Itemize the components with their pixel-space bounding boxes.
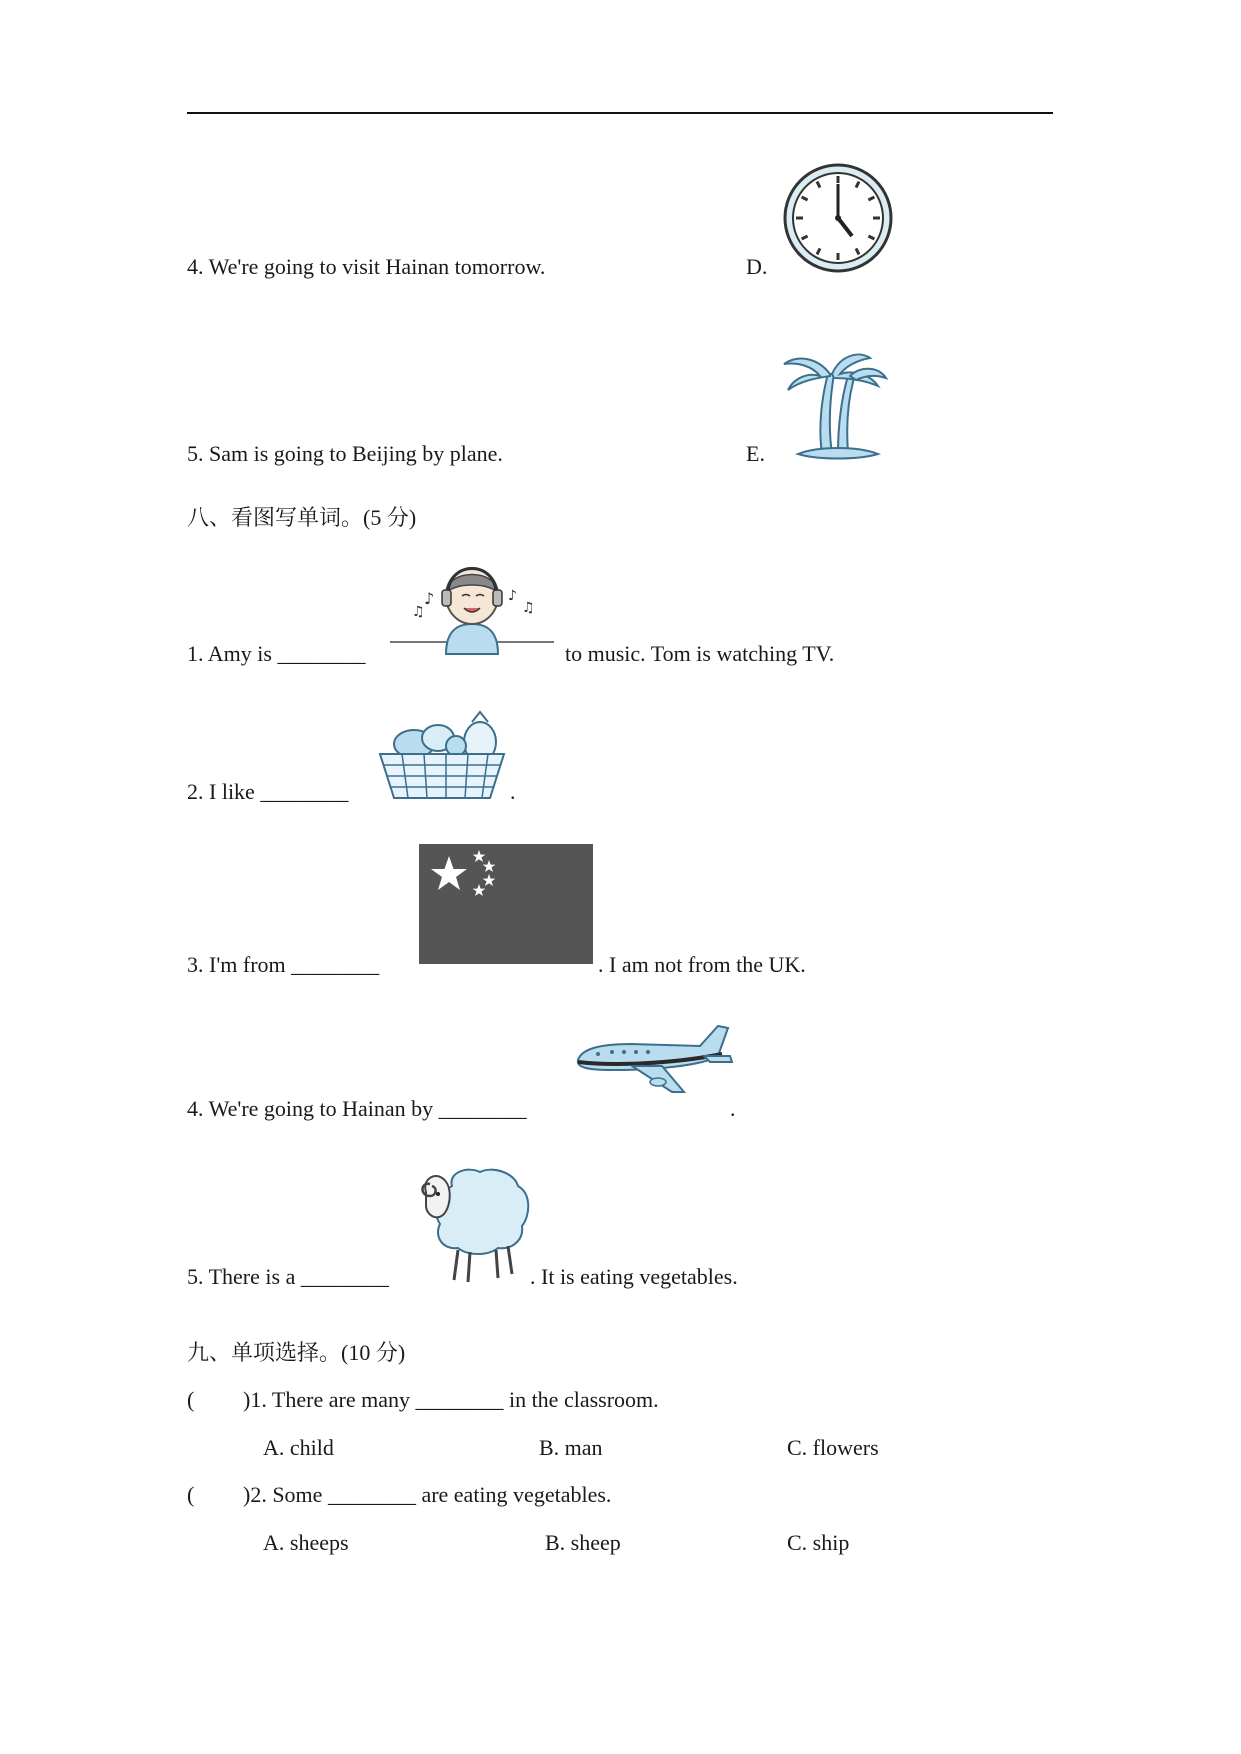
q8-5-after: . It is eating vegetables. [530, 1264, 738, 1289]
svg-text:♫: ♫ [412, 604, 425, 620]
q8-3-text: 3. I'm from ________ [187, 952, 380, 977]
airplane-icon [572, 1022, 732, 1102]
q8-5-text: 5. There is a ________ [187, 1264, 389, 1289]
q9-2-option-b[interactable]: B. sheep [545, 1530, 621, 1555]
q9-1-option-b[interactable]: B. man [539, 1435, 603, 1460]
top-rule [187, 112, 1053, 114]
q8-2-text: 2. I like ________ [187, 779, 349, 804]
q9-2-option-a[interactable]: A. sheeps [263, 1530, 349, 1555]
matching-letter-d: D. [746, 254, 768, 279]
q9-2-paren[interactable]: ( [187, 1482, 195, 1507]
sheep-icon [418, 1166, 534, 1286]
q9-1-stem: )1. There are many ________ in the classroom. [243, 1387, 659, 1412]
svg-text:♫: ♫ [522, 600, 535, 616]
section9-heading: 九、单项选择。(10 分) [187, 1340, 406, 1365]
q9-1-option-a[interactable]: A. child [263, 1435, 334, 1460]
q8-4-after: . [730, 1096, 736, 1121]
matching-sentence-5: 5. Sam is going to Beijing by plane. [187, 441, 503, 466]
q8-2-after: . [510, 779, 516, 804]
matching-letter-e: E. [746, 441, 765, 466]
q9-2-option-c[interactable]: C. ship [787, 1530, 850, 1555]
q8-1-after: to music. Tom is watching TV. [565, 641, 835, 666]
q9-1-paren[interactable]: ( [187, 1387, 195, 1412]
section8-heading: 八、看图写单词。(5 分) [187, 505, 417, 530]
clock-icon [782, 162, 894, 274]
matching-sentence-4: 4. We're going to visit Hainan tomorrow. [187, 254, 546, 279]
q8-1-text: 1. Amy is ________ [187, 641, 366, 666]
china-flag-icon [419, 844, 593, 964]
fruit-basket-icon [372, 712, 512, 802]
q9-1-option-c[interactable]: C. flowers [787, 1435, 879, 1460]
svg-text:♪: ♪ [508, 588, 517, 604]
girl-headphones-icon [388, 554, 556, 660]
svg-text:♪: ♪ [424, 589, 435, 608]
q8-4-text: 4. We're going to Hainan by ________ [187, 1096, 527, 1121]
palm-tree-icon [778, 336, 890, 460]
q8-3-after: . I am not from the UK. [598, 952, 806, 977]
q9-2-stem: )2. Some ________ are eating vegetables. [243, 1482, 612, 1507]
